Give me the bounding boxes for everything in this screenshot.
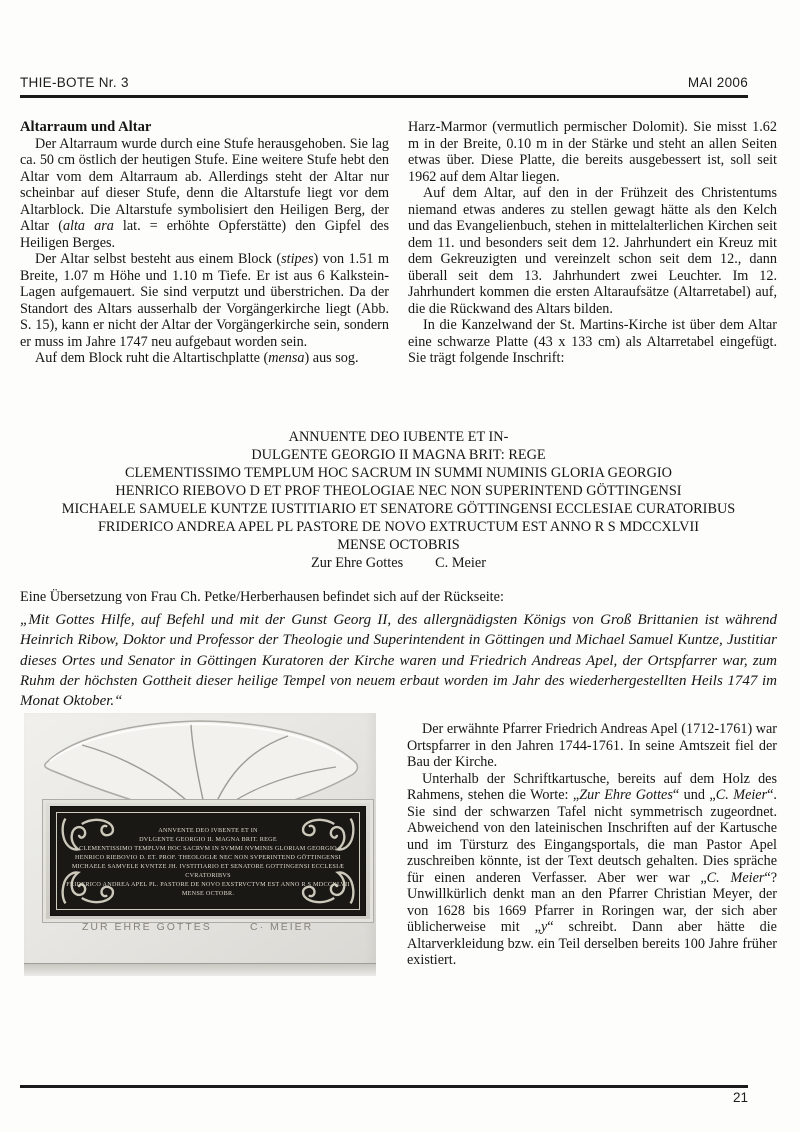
- paragraph: Auf dem Block ruht die Altartischplatte (mensa) aus sog.: [35, 350, 359, 366]
- carved-caption-right: C· MEIER: [250, 921, 314, 933]
- dedication-right: C. Meier: [435, 555, 486, 571]
- latin-inscription: [20, 428, 777, 572]
- right-column: [408, 119, 777, 367]
- translation-quote: „Mit Gottes Hilfe, auf Befehl und mit der Gunst Georg II, des allergnädigsten Königs von Groß Brittanien ist während Heinrich Ribow, Doktor und Professor der Theologie und Superintendent in Göttingen und Michael Samuel Kuntze, Justitiar dieses Ortes und Senator in Göttingen Kuratoren der Kirche waren und Friedrich Andreas Apel, der Ortspfarrer war, zum Ruhm der höchsten Gottheit dieser heilige Tempel von neuem erbaut worden im Jahr des wiederhergestellten Heils 1747 im Monat Oktober.“: [20, 612, 777, 710]
- tablet-line: HENRICO RIEBOVIO D. ET. PROF. THEOLOGIÆ NEC NON SVPERINTEND GÖTTINGENSI: [75, 854, 341, 861]
- carved-caption-left: ZUR EHRE GOTTES: [82, 921, 212, 933]
- lower-right-column: [407, 721, 777, 969]
- article-heading: Altarraum und Altar: [20, 119, 152, 135]
- article-body: [20, 119, 777, 367]
- paragraph: Auf dem Altar, auf den in der Frühzeit des Christentums niemand etwas anderes zu stellen gewagt hätte als den Kelch und das Evangelienbuch, stehen in mittelalterlichen Kirchen seit dem 11. und besonders seit dem 12. Jahrhundert ein Kreuz mit dem Gekreuzigten und vereinzelt schon seit dem 12., dann überall seit dem 13. Jahrhundert zwei Leuchter. Im 12. Jahrhundert kommen die ersten Altaraufsätze (Altarretabel) auf, die die Rückwand des Altars bilden.: [408, 185, 777, 317]
- translation-intro: Eine Übersetzung von Frau Ch. Petke/Herberhausen befindet sich auf der Rückseite:: [20, 589, 504, 605]
- dedication-left: Zur Ehre Gottes: [311, 555, 404, 571]
- header-rule: [20, 95, 748, 98]
- tablet-line: DVLGENTE GEORGIO II. MAGNA BRIT. REGE: [139, 836, 277, 843]
- tablet-border: [56, 812, 360, 910]
- footer-rule: [20, 1085, 748, 1088]
- tablet-frame: [42, 799, 374, 923]
- tablet-line: CLEMENTISSIMO TEMPLVM HOC SACRVM IN SVMMI NVMINIS GLORIAM GEORGIO: [79, 845, 337, 852]
- paragraph: Unterhalb der Schriftkartusche, bereits auf dem Holz des Rahmens, stehen die Worte: „Zur Ehre Gottes“ und „C. Meier“. Sie sind der schwarzen Tafel nicht symmetrisch zugeordnet. Abweichend von den lateinischen Inschriften auf der Kartusche und im Türsturz des Eingangsportals, die man Pastor Apel zuschreiben könnte, ist der Text deutsch gehalten. Dies spräche für einen anderen Verfasser. Aber wer war „C. Meier“? Unwillkürlich denkt man an den Pfarrer Christian Meyer, der von 1628 bis 1669 Pfarrer in Roringen war, der sich aber üblicherweise mit „y“ schreibt. Dann aber hätte die Altarverkleidung bzw. ein Teil derselben bereits 100 Jahre früher existiert.: [407, 770, 777, 968]
- inscription-line: DULGENTE GEORGIO II MAGNA BRIT: REGE: [251, 447, 546, 463]
- paragraph: Der Altar selbst besteht aus einem Block (stipes) von 1.51 m Breite, 1.07 m Höhe und 1.10 m Tiefe. Er ist aus 6 Kalkstein-Lagen aufgemauert. Sie sind verputzt und überstrichen. Da der Standort des Altars ausserhalb der Vorgängerkirche liegt (Abb. S. 15), kann er nicht der Altar der Vorgängerkirche sein, sondern er muss im Jahre 1747 neu aufgebaut worden sein.: [20, 251, 389, 350]
- inscription-line: HENRICO RIEBOVO D ET PROF THEOLOGIAE NEC NON SUPERINTEND GÖTTINGENSI: [115, 483, 682, 499]
- inscription-line: FRIDERICO ANDREA APEL PL PASTORE DE NOVO EXTRUCTUM EST ANNO R S MDCCXLVII: [97, 519, 700, 535]
- paragraph: Harz-Marmor (vermutlich permischer Dolomit). Sie misst 1.62 m in der Breite, 0.10 m in der Stärke und steht an allen Seiten etwas über. Diese Platte, die bereits ausgebessert ist, soll seit 1962 auf dem Altar liegen.: [408, 119, 777, 185]
- left-column: [20, 119, 389, 367]
- inscription-tablet: [50, 806, 366, 916]
- paragraph: Der erwähnte Pfarrer Friedrich Andreas Apel (1712-1761) war Ortspfarrer in den Jahren 1744-1761. In seine Amtszeit fiel der Bau der Kirche.: [407, 721, 777, 770]
- issue-date: MAI 2006: [687, 75, 748, 90]
- inscription-line: ANNUENTE DEO IUBENTE ET IN-: [288, 429, 509, 445]
- tablet-line: ANNVENTE DEO IVBENTE ET IN: [158, 827, 258, 834]
- page-header: [20, 75, 748, 90]
- tablet-line: FRIDERICO ANDREA APEL PL. PASTORE DE NOVO EXSTRVCTVM EST ANNO R S MDCCXLVII: [66, 881, 350, 888]
- dedication-line: [20, 554, 777, 572]
- inscription-line: CLEMENTISSIMO TEMPLUM HOC SACRUM IN SUMMI NUMINIS GLORIA GEORGIO: [124, 465, 673, 481]
- page-number: 21: [732, 1090, 748, 1105]
- inscription-line: MICHAELE SAMUELE KUNTZE IUSTITIARIO ET SENATORE GÖTTINGENSI ECCLESIAE CURATORIBUS: [61, 501, 736, 517]
- inscription-line: MENSE OCTOBRIS: [337, 537, 460, 553]
- tablet-inscription: [59, 826, 357, 898]
- shelf-edge: [24, 963, 376, 976]
- altar-retable-photo: [24, 713, 376, 975]
- tablet-line: MENSE OCTOBR.: [181, 890, 235, 897]
- paragraph: Der Altarraum wurde durch eine Stufe herausgehoben. Sie lag ca. 50 cm östlich der heutigen Stufe. Eine weitere Stufe hebt den Altar vom dem Altarraum ab. Allerdings steht der Altar nur scheinbar auf dieser Stufe, denn die Altarstufe liegt vor dem Altarblock. Die Altarstufe symbolisiert den Heiligen Berg, der Altar (alta ara lat. = erhöhte Opferstätte) den Gipfel des Heiligen Berges.: [20, 135, 389, 251]
- journal-title: THIE-BOTE Nr. 3: [20, 75, 129, 90]
- paragraph: In die Kanzelwand der St. Martins-Kirche ist über dem Altar eine schwarze Platte (43 x 133 cm) als Altarretabel eingefügt. Sie trägt folgende Inschrift:: [408, 317, 777, 366]
- tablet-line: MICHAELE SAMVELE KVNTZE JH. IVSTITIARIO ET SENATORE GOTTINGENSI ECCLESIÆ CVRATORIBVS: [71, 863, 345, 879]
